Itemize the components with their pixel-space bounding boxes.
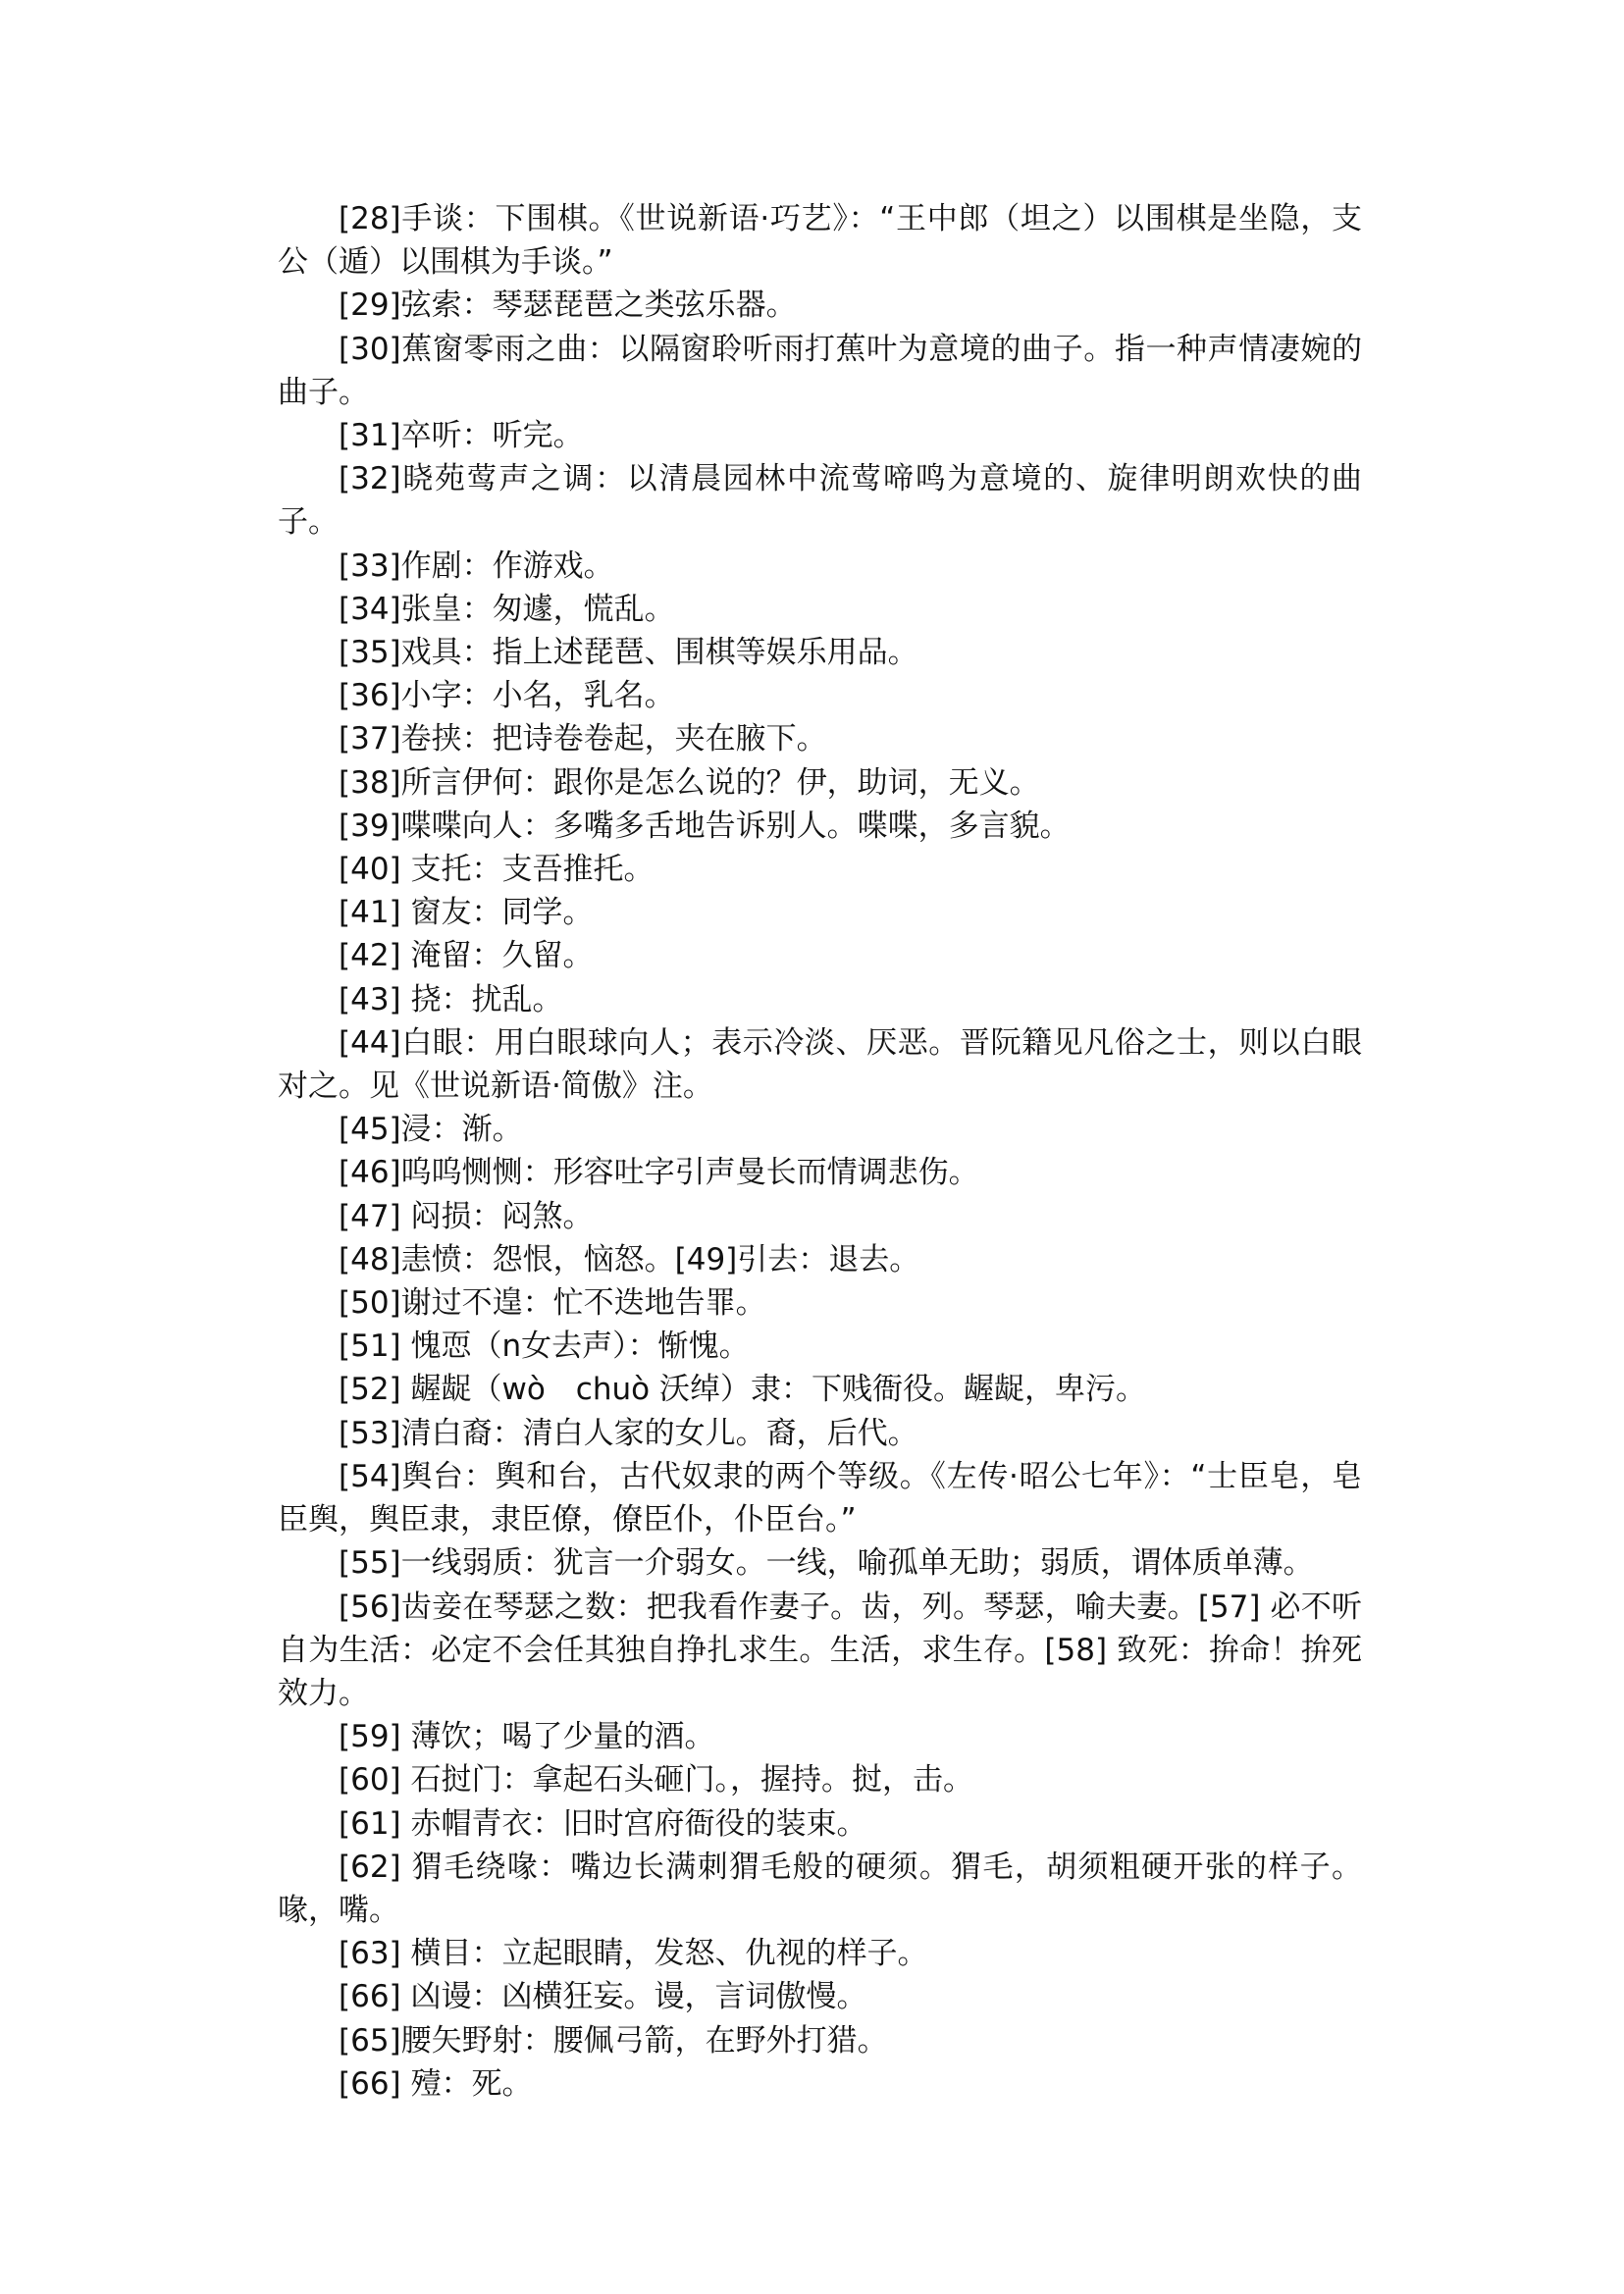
note-61: [61] 赤帽青衣：旧时宫府衙役的装束。: [339, 1805, 867, 1842]
note-42: [42] 淹留：久留。: [339, 938, 594, 974]
note-50: [50]谢过不遑：忙不迭地告罪。: [339, 1285, 766, 1322]
note-45: [45]浸：渐。: [339, 1112, 523, 1148]
note-40: [40] 支托：支吾推托。: [339, 852, 655, 888]
note-29: [29]弦索：琴瑟琵琶之类弦乐器。: [339, 287, 797, 324]
note-43: [43] 挠：扰乱。: [339, 981, 563, 1017]
note-66-b: [66] 殪：死。: [339, 2065, 533, 2102]
note-35: [35]戏具：指上述琵琶、围棋等娱乐用品。: [339, 635, 918, 671]
note-54: [54]舆台：舆和台，古代奴隶的两个等级。《左传·昭公七年》：“士臣皂，皂臣舆，舆臣隶，隶臣僚，僚臣仆，仆臣台。”: [278, 1458, 1362, 1538]
note-32: [32]晓苑莺声之调：以清晨园林中流莺啼鸣为意境的、旋律明朗欢快的曲子。: [278, 461, 1362, 541]
note-36: [36]小字：小名，乳名。: [339, 678, 675, 714]
note-60: [60] 石挝门：拿起石头砸门。，握持。挝，击。: [339, 1762, 973, 1799]
note-52: [52] 龌龊（wò chuò 沃绰）隶：下贱衙役。龌龊，卑污。: [339, 1372, 1146, 1408]
note-30: [30]蕉窗零雨之曲：以隔窗聆听雨打蕉叶为意境的曲子。指一种声情凄婉的曲子。: [278, 331, 1362, 410]
note-41: [41] 窗友：同学。: [339, 895, 594, 931]
note-33: [33]作剧：作游戏。: [339, 547, 614, 584]
note-59: [59] 薄饮；喝了少量的酒。: [339, 1719, 715, 1755]
note-66-a: [66] 凶谩：凶横狂妄。谩，言词傲慢。: [339, 1979, 867, 2015]
note-38: [38]所言伊何：跟你是怎么说的？伊，助词，无义。: [339, 764, 1040, 801]
note-31: [31]卒听：听完。: [339, 418, 584, 454]
note-28: [28]手谈：下围棋。《世说新语·巧艺》：“王中郎（坦之）以围棋是坐隐，支公（遁）以围棋为手谈。”: [278, 201, 1362, 281]
note-34: [34]张皇：匆遽，慌乱。: [339, 591, 675, 627]
note-51: [51] 愧恧（n女去声）：惭愧。: [339, 1329, 750, 1365]
annotation-notes: [278, 197, 1362, 2106]
note-56-58: [56]齿妾在琴瑟之数：把我看作妻子。齿，列。琴瑟，喻夫妻。[57] 必不听自为生活：必定不会任其独自挣扎求生。生活，求生存。[58] 致死：拚命！拚死效力。: [278, 1589, 1362, 1711]
note-63: [63] 横目：立起眼睛，发怒、仇视的样子。: [339, 1936, 928, 1972]
note-39: [39]喋喋向人：多嘴多舌地告诉别人。喋喋，多言貌。: [339, 808, 1071, 844]
note-55: [55]一线弱质：犹言一介弱女。一线，喻孤单无助；弱质，谓体质单薄。: [339, 1545, 1314, 1582]
note-46: [46]呜呜恻恻：形容吐字引声曼长而情调悲伤。: [339, 1155, 979, 1191]
note-48-49: [48]恚愤：怨恨，恼怒。[49]引去：退去。: [339, 1241, 920, 1277]
note-65: [65]腰矢野射：腰佩弓箭，在野外打猎。: [339, 2022, 888, 2059]
note-37: [37]卷挟：把诗卷卷起，夹在腋下。: [339, 721, 827, 757]
note-44: [44]白眼：用白眼球向人；表示冷淡、厌恶。晋阮籍见凡俗之士，则以白眼对之。见《世说新语·简傲》注。: [278, 1024, 1362, 1105]
note-53: [53]清白裔：清白人家的女儿。裔，后代。: [339, 1415, 918, 1451]
note-62: [62] 猬毛绕喙：嘴边长满刺猬毛般的硬须。猬毛，胡须粗硬开张的样子。喙，嘴。: [278, 1849, 1362, 1928]
note-47: [47] 闷损：闷煞。: [339, 1198, 594, 1234]
